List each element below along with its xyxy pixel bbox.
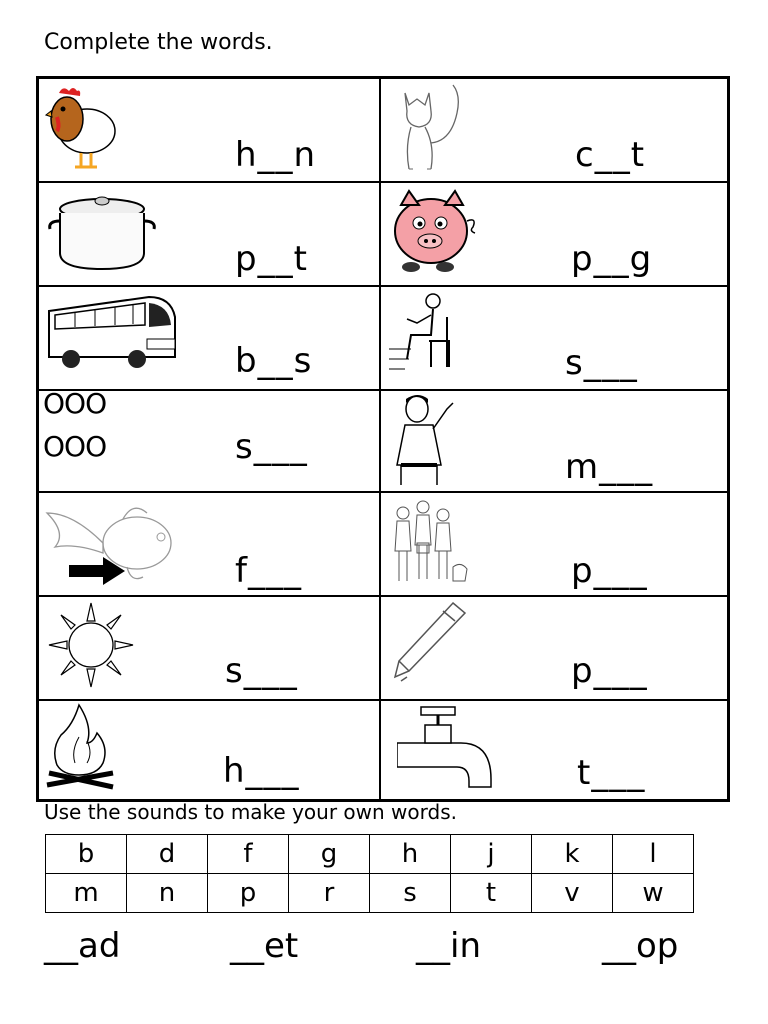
cat-icon [391,83,471,173]
grid-cell [39,387,381,493]
make-word: __op [602,926,679,966]
sound-cell: j [451,835,532,874]
circles-line: OOO [43,387,107,420]
grid-cell [381,597,730,701]
sitting-man-icon [387,289,467,375]
make-word: __ad [44,926,121,966]
sound-cell: w [613,874,694,913]
grid-cell [381,493,730,597]
sound-cell: m [46,874,127,913]
sound-cell: v [532,874,613,913]
sound-cell: r [289,874,370,913]
grid-cell [381,287,730,391]
grid-cell [39,597,381,701]
word-blank: p___ [571,651,648,691]
word-blank: s___ [235,427,308,467]
page-title: Complete the words. [44,30,273,55]
man-icon [387,393,463,487]
grid-cell [39,183,381,287]
sound-cell: b [46,835,127,874]
pot-icon [47,191,157,273]
circles-line: OOO [43,430,107,463]
sound-cell: s [370,874,451,913]
table-row [46,874,694,913]
grid-cell [39,493,381,597]
fire-icon [43,701,117,793]
sound-cell: p [208,874,289,913]
word-blank: b__s [235,341,313,381]
sound-cell: k [532,835,613,874]
tap-icon [397,705,493,791]
sounds-table [45,834,694,913]
make-word: __in [416,926,481,966]
grid-cell [381,183,730,287]
table-row [46,835,694,874]
sound-cell: g [289,835,370,874]
word-grid [36,76,730,802]
make-word: __et [230,926,299,966]
section-heading: Use the sounds to make your own words. [44,800,457,824]
word-blank: f___ [235,551,302,591]
grid-cell [39,287,381,391]
word-blank: p___ [571,551,648,591]
sound-cell: t [451,874,532,913]
grid-cell [39,701,381,802]
sun-icon [45,599,137,691]
sound-cell: d [127,835,208,874]
word-blank: h___ [223,751,300,791]
fish-icon [43,499,183,589]
pen-icon [387,599,471,685]
sound-cell: h [370,835,451,874]
sound-cell: n [127,874,208,913]
grid-cell [381,391,730,493]
bus-icon [45,289,181,371]
word-blank: s___ [225,651,298,691]
hen-icon [45,83,119,175]
six-circles-icon [43,387,106,463]
sound-cell: f [208,835,289,874]
word-blank: s___ [565,343,638,383]
word-blank: p__t [235,239,308,279]
grid-cell [381,701,730,802]
word-blank: c__t [575,135,646,175]
grid-cell [381,79,730,183]
word-blank: t___ [577,753,646,793]
pig-icon [387,187,479,275]
word-blank: p__g [571,239,653,279]
word-blank: h__n [235,135,317,175]
word-blank: m___ [565,447,654,487]
people-icon [387,497,473,587]
grid-cell [39,79,381,183]
sound-cell: l [613,835,694,874]
